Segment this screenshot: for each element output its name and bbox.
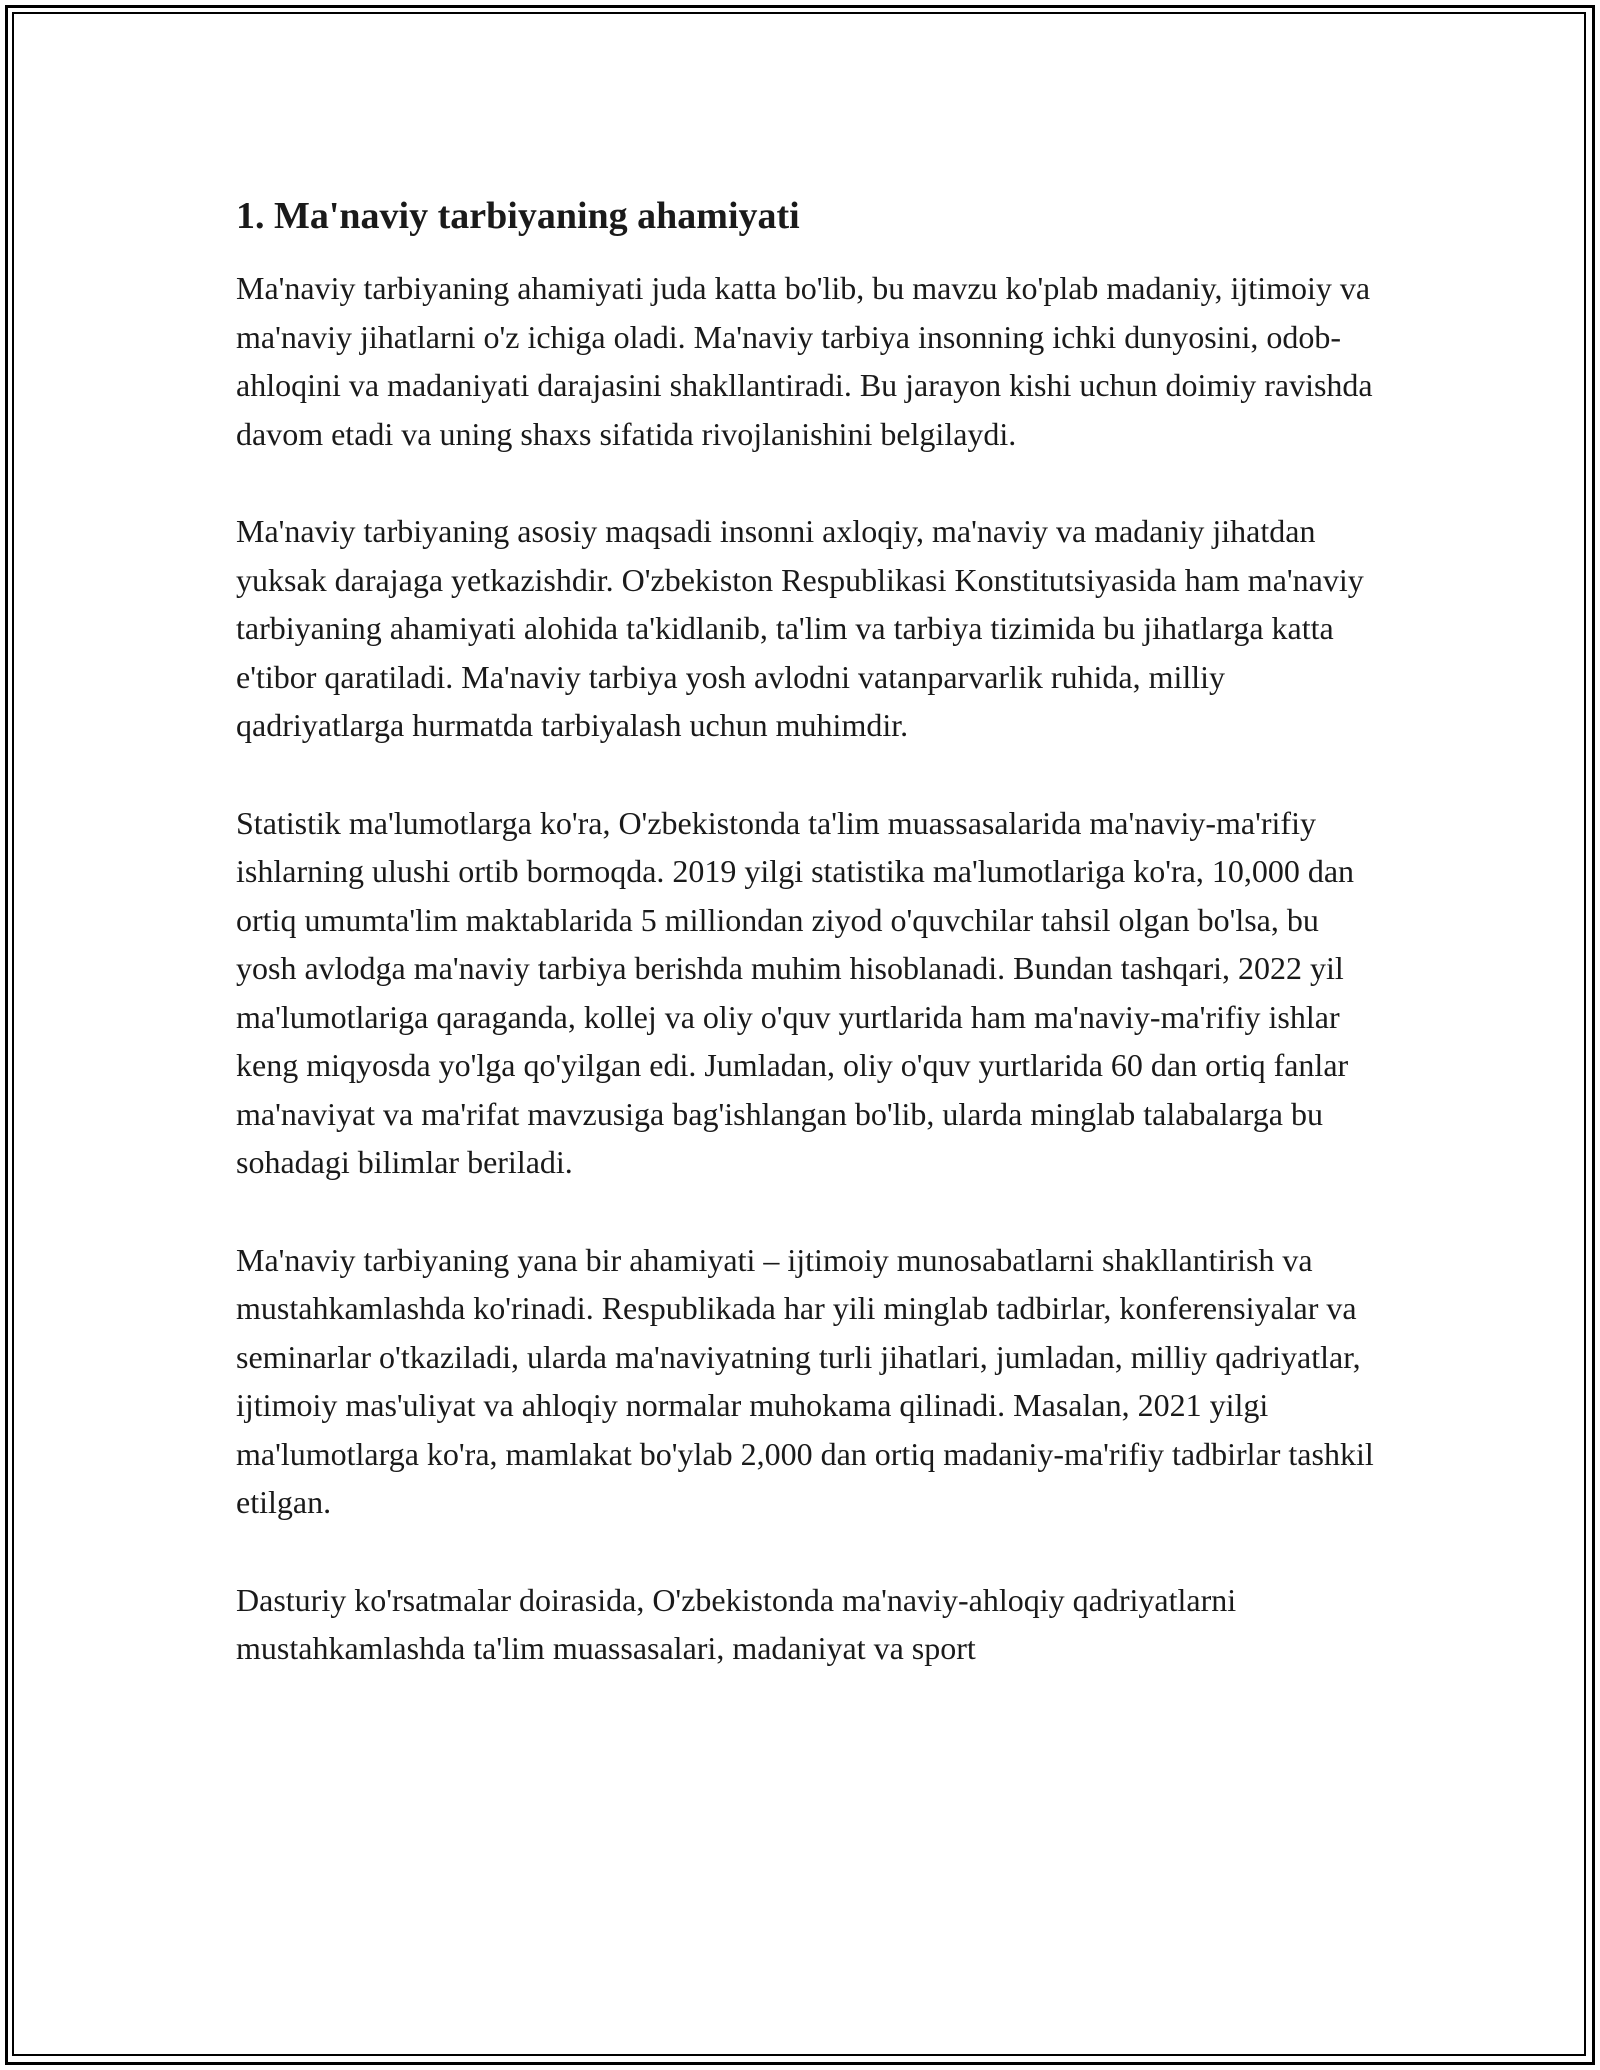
paragraph-2: Ma'naviy tarbiyaning asosiy maqsadi insonni axloqiy, ma'naviy va madaniy jihatdan yuksak darajaga yetkazishdir. O'zbekiston Respublikasi Konstitutsiyasida ham ma'naviy tarbiyaning ahamiyati alohida ta'kidlanib, ta'lim va tarbiya tizimida bu jihatlarga katta e'tibor qaratiladi. Ma'naviy tarbiya yosh avlodni vatanparvarlik ruhida, milliy qadriyatlarga hurmatda tarbiyalash uchun muhimdir. bbox=[236, 513, 1364, 743]
section-heading: 1. Ma'naviy tarbiyaning ahamiyati bbox=[236, 195, 800, 237]
paragraph-5: Dasturiy ko'rsatmalar doirasida, O'zbekistonda ma'naviy-ahloqiy qadriyatlarni mustahkamlashda ta'lim muassasalari, madaniyat va sport bbox=[236, 1581, 1237, 1666]
paragraph-1: Ma'naviy tarbiyaning ahamiyati juda katta bo'lib, bu mavzu ko'plab madaniy, ijtimoiy va ma'naviy jihatlarni o'z ichiga oladi. Ma'naviy tarbiya insonning ichki dunyosini, odob-ahloqini va madaniyati darajasini shakllantiradi. Bu jarayon kishi uchun doimiy ravishda davom etadi va uning shaxs sifatida rivojlanishini belgilaydi. bbox=[236, 270, 1373, 452]
document-body bbox=[236, 188, 1384, 1722]
paragraph-3: Statistik ma'lumotlarga ko'ra, O'zbekistonda ta'lim muassasalarida ma'naviy-ma'rifiy ishlarning ulushi ortib bormoqda. 2019 yilgi statistika ma'lumotlariga ko'ra, 10,000 dan ortiq umumta'lim maktablarida 5 milliondan ziyod o'quvchilar tahsil olgan bo'lsa, bu yosh avlodga ma'naviy tarbiya berishda muhim hisoblanadi. Bundan tashqari, 2022 yil ma'lumotlariga qaraganda, kollej va oliy o'quv yurtlarida ham ma'naviy-ma'rifiy ishlar keng miqyosda yo'lga qo'yilgan edi. Jumladan, oliy o'quv yurtlarida 60 dan ortiq fanlar ma'naviyat va ma'rifat mavzusiga bag'ishlangan bo'lib, ularda minglab talabalarga bu sohadagi bilimlar beriladi. bbox=[236, 804, 1355, 1180]
paragraph-4: Ma'naviy tarbiyaning yana bir ahamiyati – ijtimoiy munosabatlarni shakllantirish va mustahkamlashda ko'rinadi. Respublikada har yili minglab tadbirlar, konferensiyalar va seminarlar o'tkaziladi, ularda ma'naviyatning turli jihatlari, jumladan, milliy qadriyatlar, ijtimoiy mas'uliyat va ahloqiy normalar muhokama qilinadi. Masalan, 2021 yilgi ma'lumotlarga ko'ra, mamlakat bo'ylab 2,000 dan ortiq madaniy-ma'rifiy tadbirlar tashkil etilgan. bbox=[236, 1241, 1374, 1520]
